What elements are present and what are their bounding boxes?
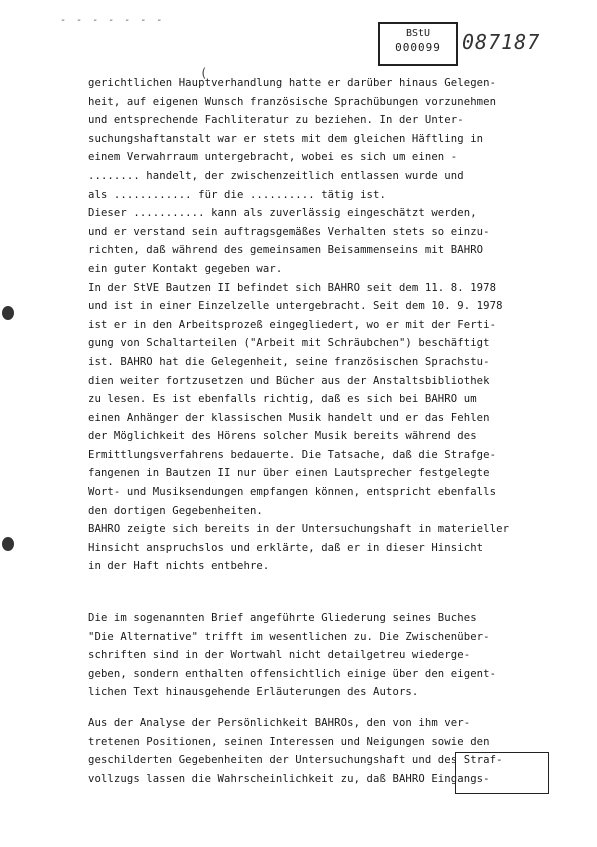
text-line: Dieser ........... kann als zuverlässig eingeschätzt werden, [88,207,477,220]
text-line: als ............ für die .......... tätig ist. [88,188,386,201]
stamp-label: BStU [405,28,431,39]
text-line: Wort- und Musiksendungen empfangen können, entspricht ebenfalls [88,486,497,499]
text-line: "Die Alternative" trifft im wesentlichen zu. Die Zwischenüber- [88,630,490,643]
text-line: schriften sind in der Wortwahl nicht detailgetreu wiederge- [88,649,471,662]
archive-stamp [378,22,458,66]
text-line: gung von Schaltarteilen ("Arbeit mit Schräubchen") beschäftigt [88,337,490,350]
text-line: den dortigen Gegebenheiten. [88,504,263,517]
text-line: und ist in einer Einzelzelle untergebracht. Seit dem 10. 9. 1978 [88,300,503,313]
text-line: und entsprechende Fachliteratur zu beziehen. In der Unter- [88,114,464,127]
punch-hole [2,306,14,320]
text-line: heit, auf eigenen Wunsch französische Sprachübungen vorzunehmen [88,95,497,108]
text-line: lichen Text hinausgehende Erläuterungen des Autors. [88,686,419,699]
text-line: ist. BAHRO hat die Gelegenheit, seine französischen Sprachstu- [88,355,490,368]
stamp-number: 000099 [395,41,441,54]
text-line: vollzugs lassen die Wahrscheinlichkeit zu, daß BAHRO Eingangs- [88,772,490,785]
text-line: Hinsicht anspruchslos und erklärte, daß er in dieser Hinsicht [88,541,484,554]
text-line: Ermittlungsverfahrens bedauerte. Die Tatsache, daß die Strafge- [88,448,497,461]
text-line: BAHRO zeigte sich bereits in der Untersuchungshaft in materieller [88,523,510,536]
punch-hole [2,537,14,551]
text-line: gerichtlichen Hauptverhandlung hatte er darüber hinaus Gelegen- [88,77,497,89]
text-line: einen Anhänger der klassischen Musik handelt und er das Fehlen [88,411,490,424]
text-line: geschilderten Gegebenheiten der Untersuchungshaft und des Straf- [88,754,503,767]
text-line: einem Verwahrraum untergebracht, wobei es sich um einen - [88,151,458,164]
margin-box [455,752,549,794]
text-line: zu lesen. Es ist ebenfalls richtig, daß es sich bei BAHRO um [88,393,477,406]
text-line: richten, daß während des gemeinsamen Beisammenseins mit BAHRO [88,244,484,257]
text-line: ........ handelt, der zwischenzeitlich entlassen wurde und [88,169,464,182]
text-line: In der StVE Bautzen II befindet sich BAHRO seit dem 11. 8. 1978 [88,281,497,294]
paragraph-2 [88,609,548,702]
text-line: Die im sogenannten Brief angeführte Gliederung seines Buches [88,612,477,624]
text-line: ein guter Kontakt gegeben war. [88,262,283,275]
text-line: fangenen in Bautzen II nur über einen Lautsprecher festgelegte [88,467,490,480]
paragraph-1 [88,74,548,576]
text-line: Aus der Analyse der Persönlichkeit BAHROs, den von ihm ver- [88,717,471,729]
handwritten-page-number: 087187 [462,30,541,54]
text-line: tretenen Positionen, seinen Interessen und Neigungen sowie den [88,735,490,748]
margin-mark: ( [200,66,208,80]
text-line: ist er in den Arbeitsprozeß eingegliedert, wo er mit der Ferti- [88,318,497,331]
text-line: in der Haft nichts entbehre. [88,560,270,573]
text-line: geben, sondern enthalten offensichtlich einige über den eigent- [88,667,497,680]
text-line: suchungshaftanstalt war er stets mit dem gleichen Häftling in [88,132,484,145]
header-dashes: - - - - - - - [60,15,165,26]
text-line: und er verstand sein auftragsgemäßes Verhalten stets so einzu- [88,225,490,238]
text-line: dien weiter fortzusetzen und Bücher aus der Anstaltsbibliothek [88,374,490,387]
text-line: der Möglichkeit des Hörens solcher Musik bereits während des [88,430,477,443]
